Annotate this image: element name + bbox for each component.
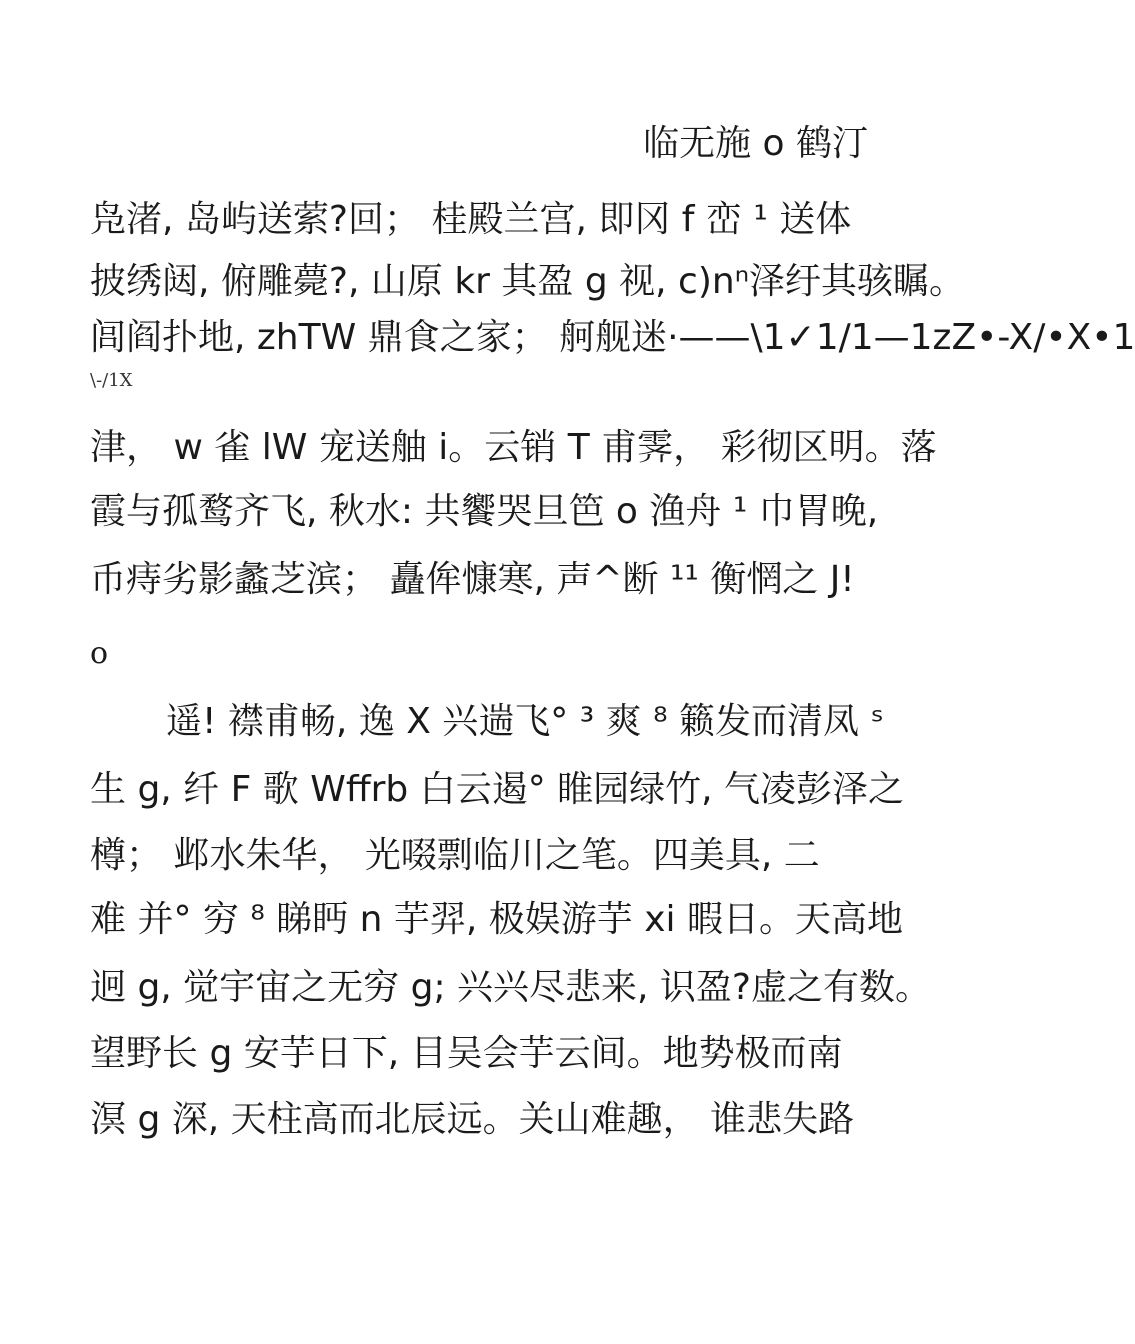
text-line: 披绣闼, 俯雕薨?, 山原 kr 其盈 g 视, c)nⁿ泽纡其骇瞩。	[90, 261, 966, 302]
text-line: 霞与孤鹜齐飞, 秋水: 共饗哭旦笆 o 渔舟 ¹ 巾胃晚,	[90, 491, 879, 532]
text-line: 生 g, 纤 F 歌 Wffrb 白云遏° 睢园绿竹, 气凌彭泽之	[90, 769, 905, 810]
text-line: 迥 g, 觉宇宙之无穷 g; 兴兴尽悲来, 识盈?虚之有数。	[90, 967, 932, 1008]
text-line: o	[90, 636, 109, 671]
text-line: 樽； 邺水朱华， 光啜剽临川之笔。四美具, 二	[90, 835, 820, 876]
text-line: 凫渚, 岛屿送萦?回； 桂殿兰宫, 即冈 f 峦 ¹ 送体	[90, 199, 852, 240]
text-line: 闾阎扑地, zhTW 鼎食之家； 舸舰迷·——\1✓1/1—1zZ•-X/•X•1	[90, 317, 1135, 358]
text-line: 望野长 g 安芋日下, 目吴会芋云间。地势极而南	[90, 1033, 843, 1074]
text-line: 津， w 雀 lW 宠送舳 i。云销 T 甫霁， 彩彻区明。落	[90, 427, 937, 468]
header-title: 临无施 o 鹤汀	[643, 123, 868, 164]
text-line: 遥! 襟甫畅, 逸 X 兴遄飞° ³ 爽 ⁸ 籁发而清凤 ˢ	[166, 701, 884, 742]
text-line: 溟 g 深, 天柱高而北辰远。关山难趣， 谁悲失路	[90, 1099, 855, 1140]
text-line: 币痔劣影蠡芝滨； 矗侔慷寒, 声^断 ¹¹ 衡惘之 J!	[90, 559, 855, 600]
noise-text: \-/1X	[90, 370, 133, 391]
text-line: 难 并° 穷 ⁸ 睇眄 n 芋羿, 极娱游芋 xi 暇日。天高地	[90, 899, 903, 940]
